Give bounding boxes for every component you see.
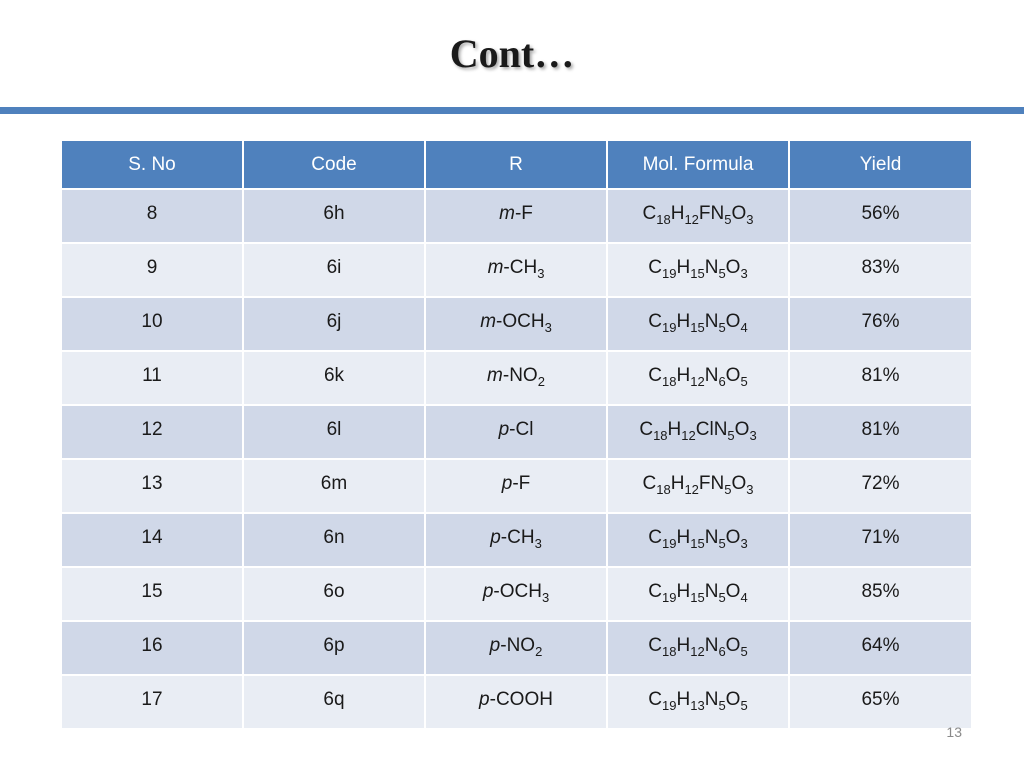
cell-r [426,244,606,296]
table-row [62,352,971,404]
cell-formula: $C_{18}H_{12}N_6O_5$ [608,622,788,674]
r-position-prefix: p [490,527,501,548]
cell-yield: 64% [790,622,971,674]
r-group: -F [512,473,531,494]
cell-r [426,190,606,242]
cell-sno: 8 [62,190,242,242]
cell-yield: 72% [790,460,971,512]
cell-r [426,406,606,458]
table-row [62,298,971,350]
cell-formula: $C_{19}H_{13}N_5O_5$ [608,676,788,728]
r-position-prefix: p [479,689,490,710]
cell-code: 6h [244,190,424,242]
header-formula: Mol. Formula [608,141,788,188]
title-divider [0,107,1024,114]
r-position-prefix: p [482,581,494,602]
cell-code: 6o [244,568,424,620]
cell-r [426,514,606,566]
table-row [62,406,971,458]
header-yield: Yield [790,141,971,188]
cell-code: 6m [244,460,424,512]
cell-formula: $C_{19}H_{15}N_5O_3$ [608,244,788,296]
header-code: Code [244,141,424,188]
cell-yield: 81% [790,352,971,404]
cell-yield: 76% [790,298,971,350]
cell-formula: $C_{19}H_{15}N_5O_4$ [608,568,788,620]
r-group: $-OCH_3$ [493,581,550,605]
cell-code: 6q [244,676,424,728]
cell-code: 6k [244,352,424,404]
cell-formula: $C_{18}H_{12}N_6O_5$ [608,352,788,404]
cell-sno: 15 [62,568,242,620]
cell-sno: 13 [62,460,242,512]
cell-yield: 56% [790,190,971,242]
cell-r [426,298,606,350]
r-position-prefix: m [499,203,515,224]
cell-formula: $C_{19}H_{15}N_5O_3$ [608,514,788,566]
r-group: -F [514,203,533,224]
table-row [62,622,971,674]
slide-title: Cont… [449,31,575,76]
cell-formula: $C_{18}H_{12}FN_5O_3$ [608,460,788,512]
table-row [62,190,971,242]
cell-formula: $C_{19}H_{15}N_5O_4$ [608,298,788,350]
table-row [62,676,971,728]
table-row [62,244,971,296]
r-group: -COOH [489,689,553,710]
cell-r [426,676,606,728]
page-number: 13 [946,724,962,740]
cell-code: 6i [244,244,424,296]
cell-code: 6p [244,622,424,674]
cell-sno: 17 [62,676,242,728]
r-position-prefix: m [480,311,497,332]
r-position-prefix: m [487,365,503,386]
cell-yield: 71% [790,514,971,566]
r-position-prefix: p [501,473,513,494]
cell-formula: $C_{18}H_{12}ClN_5O_3$ [608,406,788,458]
r-group: $-NO_2$ [500,635,543,659]
header-sno: S. No [62,141,242,188]
table-row [62,568,971,620]
r-position-prefix: p [489,635,501,656]
cell-r [426,352,606,404]
r-position-prefix: m [487,257,504,278]
cell-yield: 85% [790,568,971,620]
cell-code: 6j [244,298,424,350]
r-group: $-CH_3$ [503,257,545,281]
r-group: -Cl [509,419,534,440]
header-r: R [426,141,606,188]
cell-sno: 11 [62,352,242,404]
cell-sno: 9 [62,244,242,296]
table-header-row [62,141,971,188]
r-position-prefix: p [498,419,510,440]
cell-code: 6l [244,406,424,458]
cell-sno: 14 [62,514,242,566]
table-row [62,514,971,566]
cell-r [426,622,606,674]
r-group: $-NO_2$ [502,365,545,389]
compound-table [60,139,973,730]
cell-sno: 12 [62,406,242,458]
cell-formula: $C_{18}H_{12}FN_5O_3$ [608,190,788,242]
cell-yield: 81% [790,406,971,458]
cell-yield: 83% [790,244,971,296]
cell-sno: 10 [62,298,242,350]
cell-sno: 16 [62,622,242,674]
cell-code: 6n [244,514,424,566]
r-group: $-OCH_3$ [496,311,552,335]
cell-yield: 65% [790,676,971,728]
table-row [62,460,971,512]
cell-r [426,460,606,512]
r-group: $-CH_3$ [500,527,542,551]
table-body [62,190,971,728]
cell-r [426,568,606,620]
